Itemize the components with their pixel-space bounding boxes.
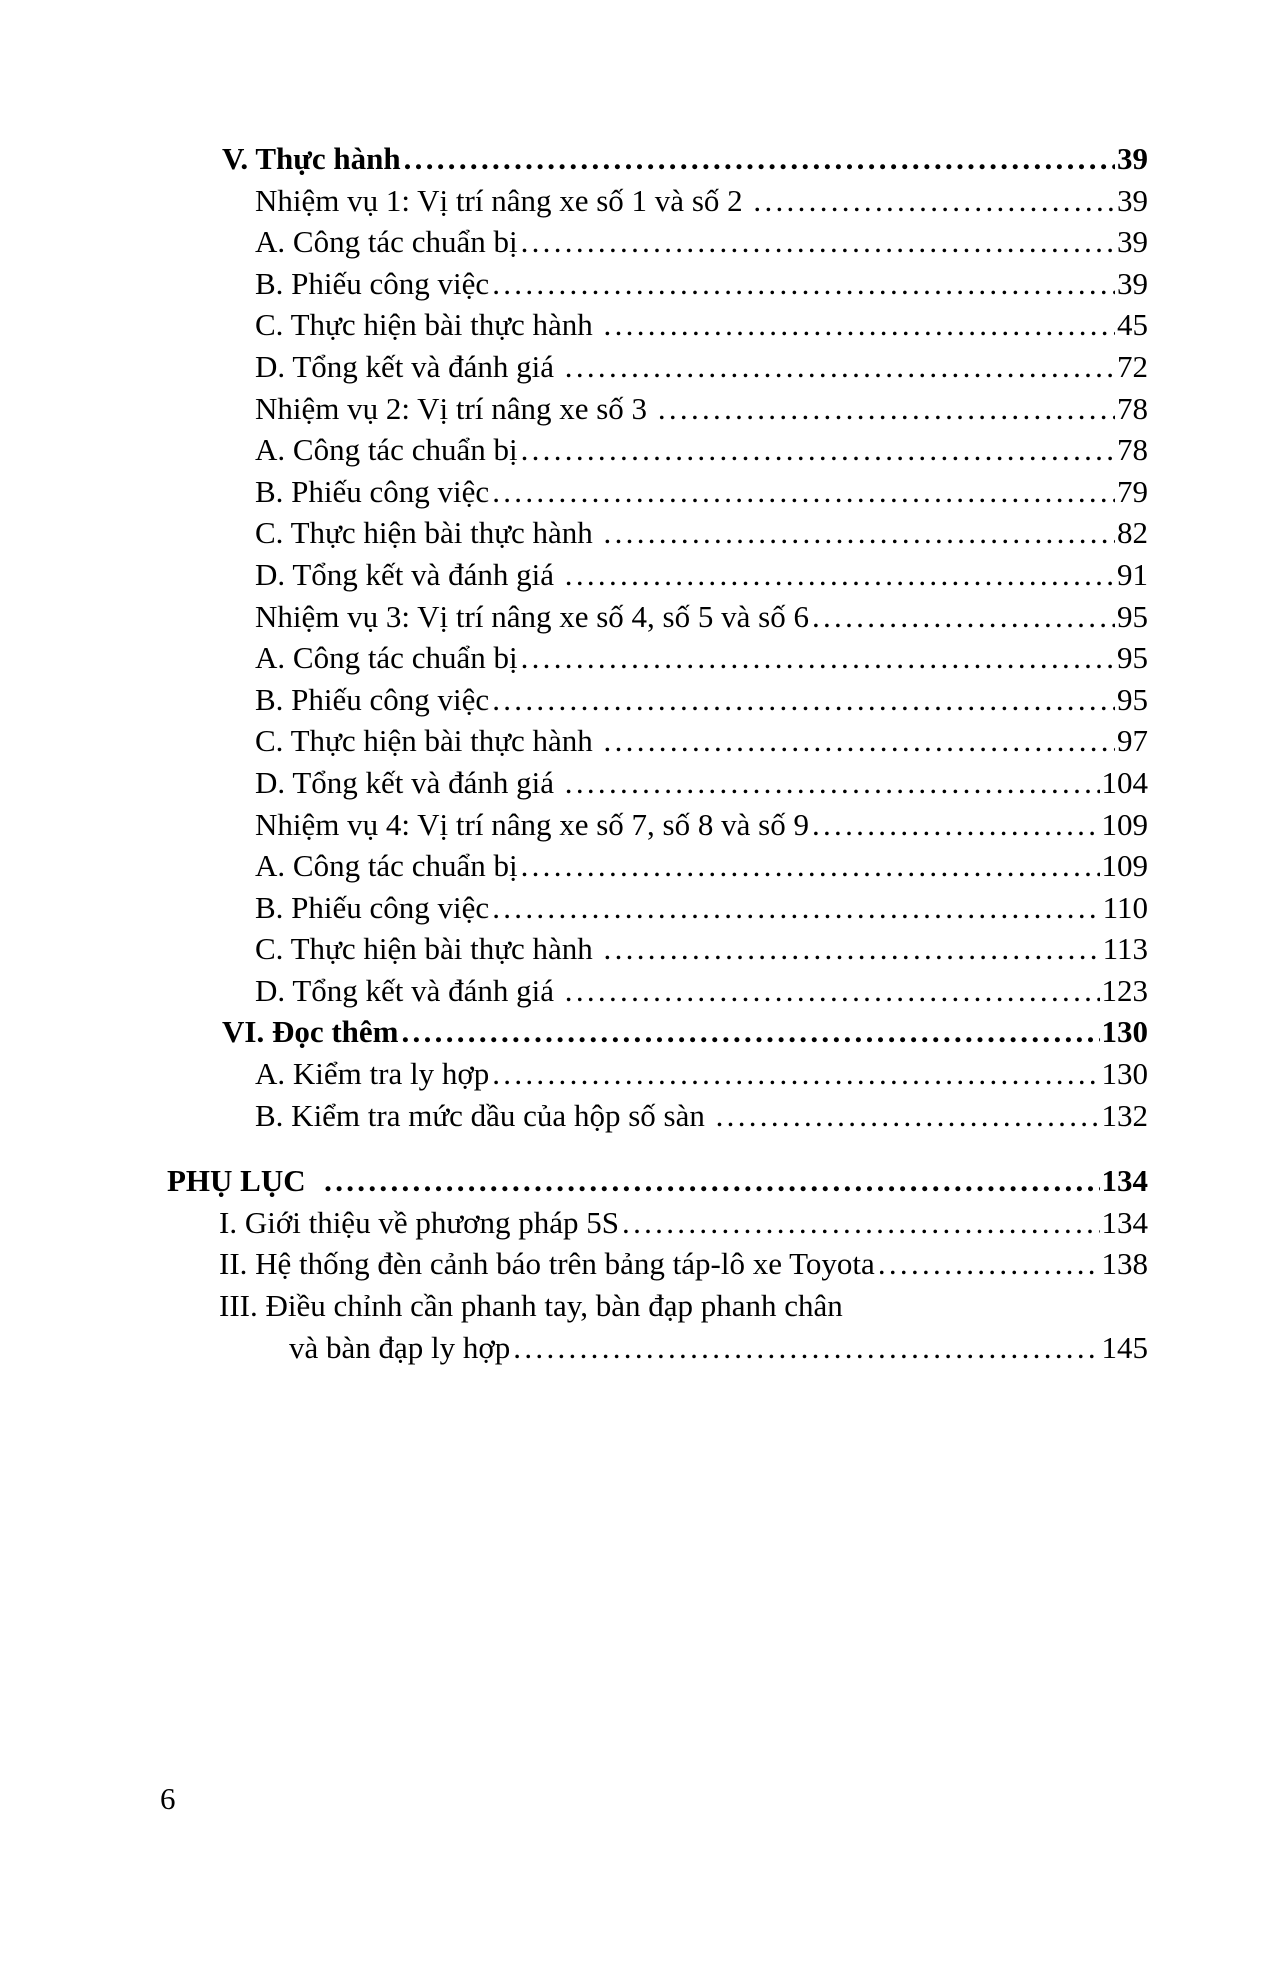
toc-entry-label: VI. Đọc thêm [222,1014,399,1050]
toc-entry-page: 104 [1101,764,1148,800]
toc-entry-label: B. Phiếu công việc [255,681,490,717]
toc-entry [167,1095,1148,1137]
toc-entry-page: 113 [1102,931,1148,967]
toc-entry [167,1011,1148,1053]
toc-entry [167,928,1148,970]
toc-entry-label: D. Tổng kết và đánh giá [255,348,562,384]
dot-leader [812,804,1100,846]
toc-entry-label: Nhiệm vụ 2: Vị trí nâng xe số 3 [255,390,655,426]
toc-entry-page: 132 [1101,1097,1148,1133]
toc-entry-label: I. Giới thiệu về phương pháp 5S [219,1204,620,1240]
toc-entry [167,512,1148,554]
dot-leader [812,596,1115,638]
toc-entry [167,596,1148,638]
toc-entry-label: A. Kiểm tra ly hợp [255,1056,490,1092]
toc-entry-label: A. Công tác chuẩn bị [255,640,518,676]
dot-leader [604,928,1101,970]
dot-leader [565,554,1115,596]
toc-entry [167,429,1148,471]
toc-entry-page: 39 [1117,182,1148,218]
toc-entry-label: Nhiệm vụ 3: Vị trí nâng xe số 4, số 5 và số 6 [255,598,809,634]
dot-leader [324,1160,1099,1202]
toc-entry-page: 138 [1101,1246,1148,1282]
dot-leader [492,263,1115,305]
toc-entry-page: 82 [1117,515,1148,551]
dot-leader [521,637,1115,679]
toc-entry-page: 109 [1101,806,1148,842]
dot-leader [753,180,1115,222]
toc-entry-page: 130 [1101,1056,1148,1092]
toc-entry-page: 95 [1117,681,1148,717]
toc-entry [167,180,1148,222]
toc-entry-page: 78 [1117,432,1148,468]
toc-entry-label: B. Phiếu công việc [255,265,490,301]
toc-entry-label: B. Phiếu công việc [255,889,490,925]
toc-entry [167,679,1148,721]
toc-entry [167,1243,1148,1285]
toc-entry [167,720,1148,762]
toc-entry-page: 97 [1117,723,1148,759]
toc-entry-page: 91 [1117,556,1148,592]
toc-entry-page: 79 [1117,473,1148,509]
toc-entry-page: 78 [1117,390,1148,426]
dot-leader [622,1202,1099,1244]
toc-entry-page: 95 [1117,598,1148,634]
toc-entry [167,845,1148,887]
toc-entry-page: 95 [1117,640,1148,676]
toc-entry-label: C. Thực hiện bài thực hành [255,931,601,967]
toc-entry [167,637,1148,679]
toc-entry [167,138,1148,180]
dot-leader [604,720,1115,762]
toc-entry [167,970,1148,1012]
toc-entry [167,388,1148,430]
toc-entry [167,346,1148,388]
dot-leader [716,1095,1100,1137]
dot-leader [565,346,1115,388]
toc-entry-label: B. Phiếu công việc [255,473,490,509]
toc-entry-label: C. Thực hiện bài thực hành [255,307,601,343]
toc-entry-page: 123 [1101,972,1148,1008]
dot-leader [492,1053,1099,1095]
toc-entry-page: 39 [1117,141,1148,176]
toc-entry-label: D. Tổng kết và đánh giá [255,764,562,800]
toc-entry [167,1160,1148,1202]
dot-leader [565,970,1100,1012]
dot-leader [604,304,1115,346]
toc-entry-page: 145 [1101,1329,1148,1365]
toc-entry [167,1327,1148,1369]
dot-leader [565,762,1100,804]
toc-entry [167,221,1148,263]
toc-entry-label: C. Thực hiện bài thực hành [255,723,601,759]
toc-entry-label: B. Kiểm tra mức dầu của hộp số sàn [255,1097,713,1133]
toc-entry [167,1285,1148,1327]
toc-entry [167,304,1148,346]
dot-leader [521,429,1115,471]
toc-entry-label: PHỤ LỤC [167,1163,322,1199]
toc-entry-page: 45 [1117,307,1148,343]
toc-entry-label: D. Tổng kết và đánh giá [255,972,562,1008]
toc-entry-page: 110 [1102,889,1148,925]
toc-entry [167,1202,1148,1244]
dot-leader [513,1327,1099,1369]
dot-leader [492,471,1115,513]
toc-entry [167,887,1148,929]
dot-leader [492,679,1115,721]
toc-entry-page: 39 [1117,265,1148,301]
dot-leader [604,512,1115,554]
toc-entry-label: A. Công tác chuẩn bị [255,432,518,468]
page-number: 6 [160,1781,176,1816]
toc-entry-page: 39 [1117,224,1148,260]
dot-leader [878,1243,1100,1285]
toc-entry [167,1053,1148,1095]
toc-entry-page: 130 [1101,1014,1148,1050]
toc-entry [167,471,1148,513]
toc-entry-label: II. Hệ thống đèn cảnh báo trên bảng táp-lô xe Toyota [219,1246,875,1282]
toc-entry-label: D. Tổng kết và đánh giá [255,556,562,592]
table-of-contents [167,138,1148,1368]
toc-entry-label: A. Công tác chuẩn bị [255,224,518,260]
toc-entry-page: 72 [1117,348,1148,384]
dot-leader [404,138,1115,180]
toc-entry-label: Nhiệm vụ 4: Vị trí nâng xe số 7, số 8 và số 9 [255,806,809,842]
dot-leader [521,845,1100,887]
toc-entry [167,762,1148,804]
dot-leader [521,221,1115,263]
toc-entry-page: 134 [1101,1163,1148,1199]
toc-entry-label: C. Thực hiện bài thực hành [255,515,601,551]
dot-leader [658,388,1115,430]
toc-entry-label: và bàn đạp ly hợp [289,1329,511,1365]
toc-entry-page: 134 [1101,1204,1148,1240]
toc-entry-label: Nhiệm vụ 1: Vị trí nâng xe số 1 và số 2 [255,182,751,218]
toc-entry-label: V. Thực hành [222,141,401,176]
toc-entry [167,554,1148,596]
toc-entry [167,263,1148,305]
toc-entry-page: 109 [1101,848,1148,884]
toc-entry-label: A. Công tác chuẩn bị [255,848,518,884]
toc-entry-label: III. Điều chỉnh cần phanh tay, bàn đạp phanh chân [219,1288,843,1324]
toc-entry [167,804,1148,846]
dot-leader [402,1011,1100,1053]
dot-leader [492,887,1100,929]
